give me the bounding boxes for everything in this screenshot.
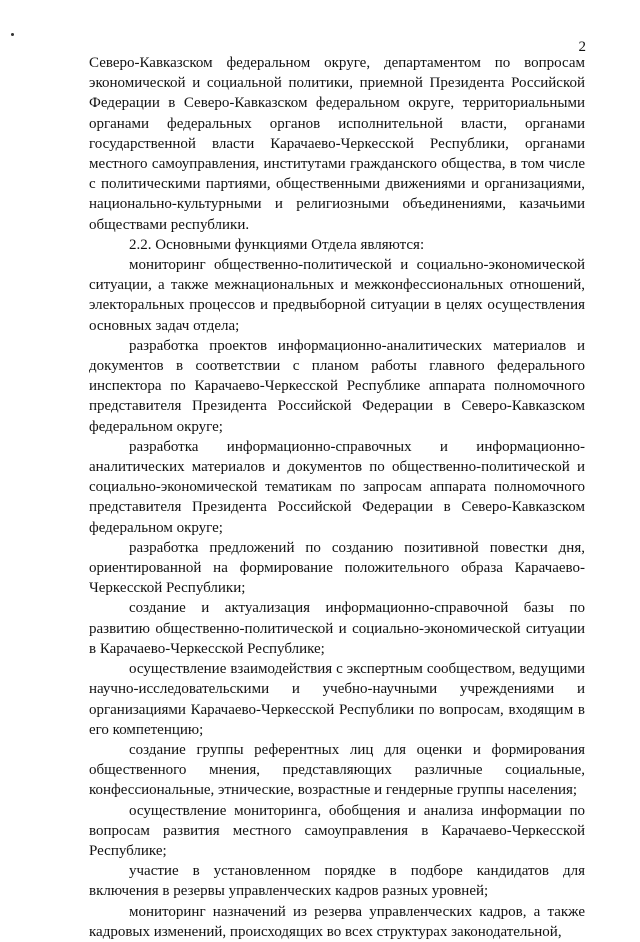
section-heading-2-2: 2.2. Основными функциями Отдела являются: xyxy=(129,236,425,253)
function-item: мониторинг назначений из резерва управленческих кадров, а также кадровых изменений, происходящих во всех структурах законодательной, xyxy=(89,903,585,940)
function-item: осуществление мониторинга, обобщения и анализа информации по вопросам развития местного самоуправления в Карачаево-Черкесской Республике; xyxy=(89,802,585,859)
function-item: создание группы референтных лиц для оценки и формирования общественного мнения, представляющих различные социальные, конфессиональные, этнические, возрастные и гендерные группы населения; xyxy=(89,741,585,799)
scan-speck xyxy=(11,33,14,36)
function-item: участие в установленном порядке в подборе кандидатов для включения в резервы управленческих кадров разных уровней; xyxy=(89,863,585,900)
function-item: создание и актуализация информационно-справочной базы по развитию общественно-политической и социально-экономической ситуации в Карачаево-Черкесской Республике; xyxy=(89,600,585,657)
function-item: осуществление взаимодействия с экспертным сообществом, ведущими научно-исследовательскими и учебно-научными учреждениями и организациями Карачаево-Черкесской Республики по вопросам, входящим в его компетенцию; xyxy=(89,661,585,738)
function-item: разработка информационно-справочных и информационно-аналитических материалов и документов по общественно-политической и социально-экономической тематикам по запросам аппарата полномочного представителя Президента Российской Федерации в Северо-Кавказском федеральном округе; xyxy=(89,438,585,536)
function-item: разработка проектов информационно-аналитических материалов и документов в соответствии с планом работы главного федерального инспектора по Карачаево-Черкесской Республике аппарата полномочного представителя Президента Российской Федерации в Северо-Кавказском федеральном округе; xyxy=(89,337,585,435)
document-body xyxy=(89,53,585,942)
page-number: 2 xyxy=(578,39,586,55)
paragraph-continuation: Северо-Кавказском федеральном округе, департаментом по вопросам экономической и социальной политики, приемной Президента Российской Федерации в Северо-Кавказском федеральном округе, территориальными органами федеральных органов исполнительной власти, органами государственной власти Карачаево-Черкесской Республики, органами местного самоуправления, институтами гражданского общества, в том числе с политическими партиями, общественными движениями и организациями, национально-культурными и религиозными объединениями, казачьими обществами республики. xyxy=(89,55,585,233)
function-item: мониторинг общественно-политической и социально-экономической ситуации, а также межнациональных и межконфессиональных отношений, электоральных процессов и предвыборной ситуации в целях осуществления основных задач отдела; xyxy=(89,257,585,334)
function-item: разработка предложений по созданию позитивной повестки дня, ориентированной на формирование положительного образа Карачаево-Черкесской Республики; xyxy=(89,539,585,597)
